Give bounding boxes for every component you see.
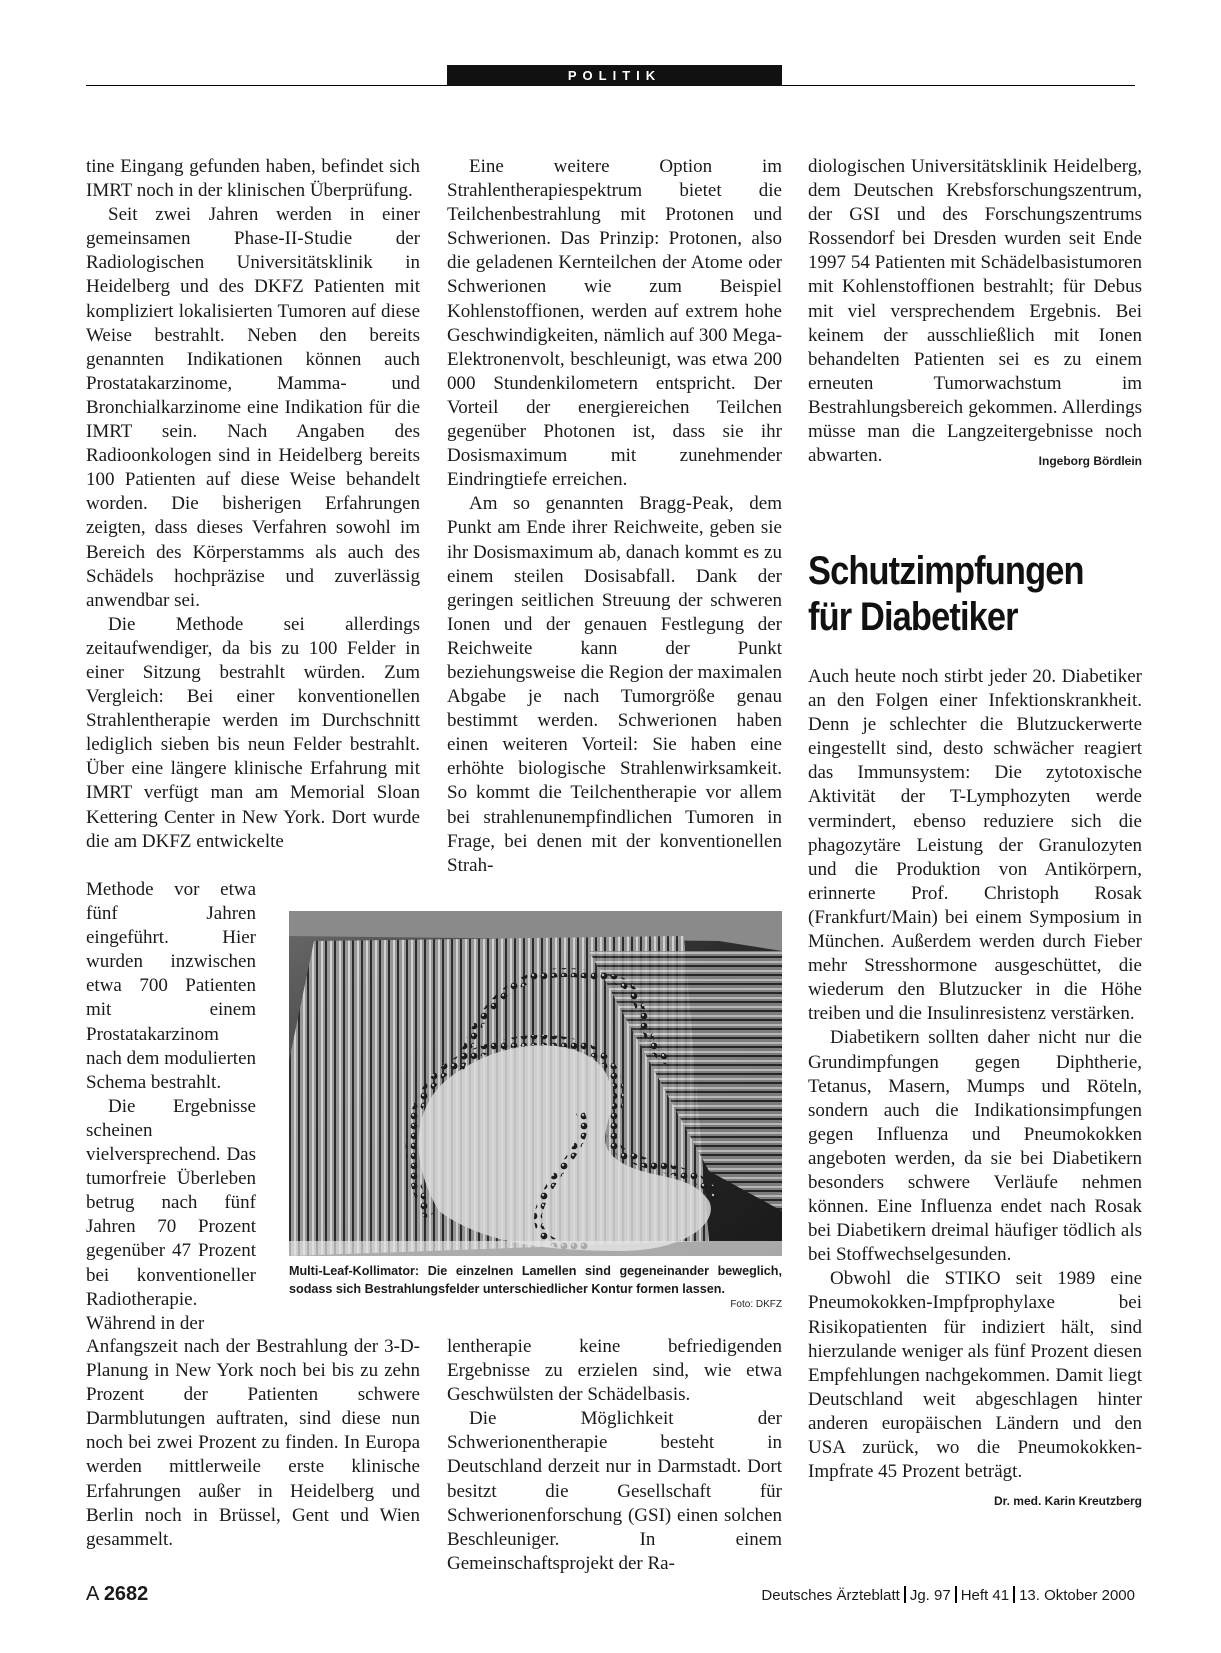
journal-issue: Heft 41: [960, 1587, 1010, 1604]
photo-credit: Foto: DKFZ: [730, 1299, 782, 1310]
divider: [1013, 1586, 1015, 1603]
paragraph: Die Möglichkeit der Schwerionentherapie besteht in Deutschland derzeit nur in Darmstadt. Dort besitzt die Gesellschaft für Schwerionenforschung (GSI) einen solchen Beschleuniger. In einem Gemeinschaftsprojekt der Ra-: [447, 1408, 782, 1574]
article1-col2-top: [447, 155, 782, 878]
headline-line: Schutzimpfungen: [808, 549, 1084, 593]
divider: [904, 1586, 906, 1603]
paragraph: Methode vor etwa fünf Jahren eingeführt. Hier wurden inzwischen etwa 700 Patienten mit einem Prostatakarzinom nach dem modulierten Schema bestrahlt.: [86, 879, 256, 1093]
figure-caption: Multi-Leaf-Kollimator: Die einzelnen Lamellen sind gegeneinander beweglich, sodass sich Bestrahlungsfelder unterschiedlicher Kontur formen lassen.: [289, 1264, 782, 1296]
author-byline: Dr. med. Karin Kreutzberg: [993, 1494, 1142, 1509]
paragraph: Diabetikern sollten daher nicht nur die Grundimpfungen gegen Diphtherie, Tetanus, Masern, Mumps und Röteln, sondern auch die Indikationsimpfungen gegen Influenza und Pneumokokken angeboten werden, da sie bei Diabetikern besonders schwere Verläufe nehmen können. Eine Influenza endet nach Rosak bei Diabetikern dreimal häufiger tödlich als bei Stoffwechselgesunden.: [808, 1027, 1142, 1266]
paragraph: diologischen Universitätsklinik Heidelberg, dem Deutschen Krebsforschungszentrum, der GSI und des Forschungszentrums Rossendorf bei Dresden wurden seit Ende 1997 54 Patienten mit Schädelbasistumoren mit Kohlenstoffionen bestrahlt; für Debus mit viel versprechendem Ergebnis. Bei keinem der ausschließlich mit Ionen behandelten Patienten sei es zu einem erneuten Tumorwachstum im Bestrahlungsbereich gekommen. Allerdings müsse man die Langzeitergebnisse noch abwarten. Ingeborg Bördlein: [808, 155, 1142, 468]
paragraph: Anfangszeit nach der Bestrahlung der 3-D-Planung in New York noch bei bis zu zehn Prozent der Patienten schwere Darmblutungen auftraten, sind diese nun noch bei zwei Prozent zu finden. In Europa werden mittlerweile erste klinische Erfahrungen außer in Heidelberg und Berlin noch in Brüssel, Gent und Wien gesammelt.: [86, 1336, 420, 1550]
divider: [955, 1586, 957, 1603]
article1-col1-narrow: [86, 878, 256, 1336]
journal-date: 13. Oktober 2000: [1019, 1587, 1135, 1604]
paragraph: Die Ergebnisse scheinen vielversprechend. Das tumorfreie Überleben betrug nach fünf Jahren 70 Prozent gegenüber 47 Prozent bei konventioneller Radiotherapie. Während in der: [86, 1095, 256, 1334]
paragraph: Eine weitere Option im Strahlentherapiespektrum bietet die Teilchenbestrahlung mit Protonen und Schwerionen. Das Prinzip: Protonen, also die geladenen Kernteilchen der Atome oder Schwerionen wie zum Beispiel Kohlenstoffionen, werden auf extrem hohe Geschwindigkeiten, nämlich auf 300 Mega-Elektronenvolt, beschleunigt, was etwa 200 000 Stundenkilometern entspricht. Der Vorteil der energiereichen Teilchen gegenüber Photonen ist, dass sie ihr Dosismaximum mit zunehmender Eindringtiefe erreichen.: [447, 156, 782, 491]
author-byline: Ingeborg Bördlein: [1038, 454, 1142, 469]
paragraph: Seit zwei Jahren werden in einer gemeinsamen Phase-II-Studie der Radiologischen Universitätsklinik in Heidelberg und des DKFZ Patienten mit kompliziert lokalisierten Tumoren auf diese Weise bestrahlt. Neben den bereits genannten Indikationen können auch Prostatakarzinome, Mamma- und Bronchialkarzinome eine Indikation für die IMRT sein. Nach Angaben des Radioonkologen sind in Heidelberg bereits 100 Patienten auf diese Weise behandelt worden. Die bisherigen Erfahrungen zeigten, dass dieses Verfahren sowohl im Bereich des Körperstamms als auch des Schädels hochpräzise und zuverlässig anwendbar sei.: [86, 204, 420, 611]
collimator-image: [289, 911, 782, 1256]
paragraph: lentherapie keine befriedigenden Ergebnisse zu erzielen sind, wie etwa Geschwülsten der Schädelbasis.: [447, 1336, 782, 1406]
paragraph: Obwohl die STIKO seit 1989 eine Pneumokokken-Impfprophylaxe bei Risikopatienten für indiziert hält, sind hierzulande weniger als fünf Prozent diesen Empfehlungen nachgekommen. Damit liegt Deutschland weit abgeschlagen hinter anderen europäischen Ländern und den USA zurück, wo die Pneumokokken-Impfrate 45 Prozent beträgt. Dr. med. Karin Kreutzberg: [808, 1267, 1142, 1484]
headline-line: für Diabetiker: [808, 595, 1018, 639]
page-prefix: A: [86, 1583, 99, 1605]
page-number-value: 2682: [103, 1583, 149, 1605]
journal-volume: Jg. 97: [909, 1587, 951, 1604]
paragraph: Auch heute noch stirbt jeder 20. Diabetiker an den Folgen einer Infektionskrankheit. Denn je schlechter die Blutzuckerwerte eingestellt sind, desto schwächer reagiert das Immunsystem: Die zytotoxische Aktivität der T-Lymphozyten werde vermindert, ebenso reduziere sich die phagozytäre Leistung der Granulozyten und die Produktion von Antikörpern, erinnerte Prof. Christoph Rosak (Frankfurt/Main) bei einem Symposium in München. Außerdem werden durch Fieber mehr Stresshormone ausgeschüttet, die wiederum den Blutzucker in die Höhe treiben und die Insulinresistenz verstärken.: [808, 666, 1142, 1025]
paragraph: tine Eingang gefunden haben, befindet sich IMRT noch in der klinischen Überprüfung.: [86, 156, 420, 202]
article2-headline: [808, 548, 1095, 640]
article1-col1-bottom: [86, 1335, 420, 1552]
article1-col3: [808, 155, 1142, 473]
article2-body: [808, 665, 1142, 1513]
journal-name: Deutsches Ärzteblatt: [761, 1587, 900, 1604]
paragraph: Am so genannten Bragg-Peak, dem Punkt am Ende ihrer Reichweite, geben sie ihr Dosismaximum ab, danach kommt es zu einem steilen Dosisabfall. Dank der geringen seitlichen Streuung der schweren Ionen und der genauen Festlegung der Reichweite kann der Punkt beziehungsweise die Region der maximalen Abgabe je nach Tumorgröße genau bestimmt werden. Schwerionen haben einen weiteren Vorteil: Sie haben eine erhöhte biologische Strahlenwirksamkeit. So kommt die Teilchentherapie vor allem bei strahlenunempfindlichen Tumoren in Frage, bei denen mit der konventionellen Strah-: [447, 493, 782, 876]
article1-col2-bottom: [447, 1335, 782, 1576]
article1-col1-top: [86, 155, 420, 854]
collimator-photo: [289, 911, 782, 1256]
section-label: POLITIK: [447, 65, 782, 86]
journal-footer: [761, 1586, 1135, 1604]
page-number: [86, 1583, 148, 1606]
paragraph: Die Methode sei allerdings zeitaufwendiger, da bis zu 100 Felder in einer Sitzung bestrahlt würden. Zum Vergleich: Bei einer konventionellen Strahlentherapie werden im Durchschnitt lediglich sieben bis neun Felder bestrahlt. Über eine längere klinische Erfahrung mit IMRT verfügt man am Memorial Sloan Kettering Center in New York. Dort wurde die am DKFZ entwickelte: [86, 613, 420, 852]
